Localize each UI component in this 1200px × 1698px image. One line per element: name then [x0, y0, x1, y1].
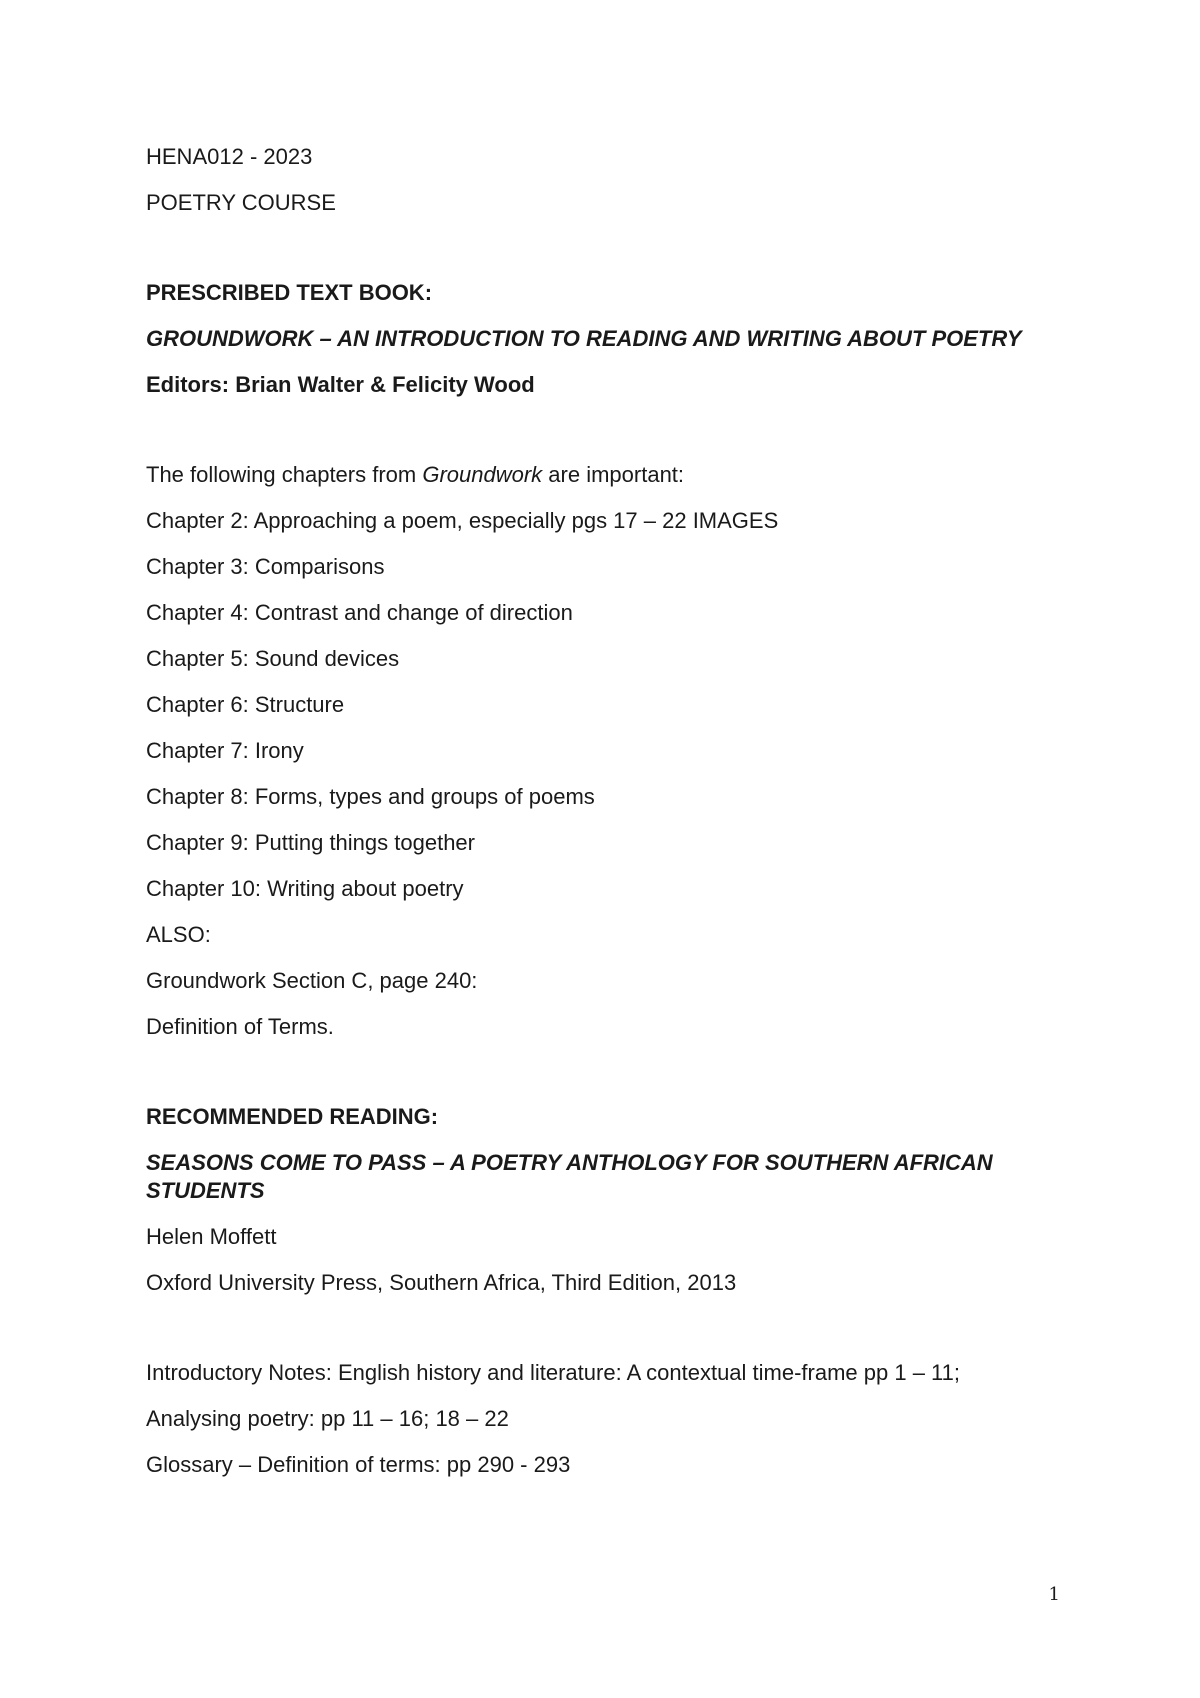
recommended-note: Glossary – Definition of terms: pp 290 - 293	[146, 1452, 571, 1477]
chapter-item: Chapter 7: Irony	[146, 738, 304, 763]
chapters-intro-before: The following chapters from	[146, 462, 423, 487]
chapter-item: Chapter 3: Comparisons	[146, 554, 385, 579]
page-number: 1	[1048, 1584, 1060, 1605]
prescribed-editors: Editors: Brian Walter & Felicity Wood	[146, 372, 535, 397]
recommended-author: Helen Moffett	[146, 1224, 277, 1249]
chapter-item: Chapter 5: Sound devices	[146, 646, 400, 671]
chapter-item: Chapter 2: Approaching a poem, especially pgs 17 – 22 IMAGES	[146, 508, 779, 533]
course-name: POETRY COURSE	[146, 190, 336, 215]
chapters-intro-book: Groundwork	[422, 462, 543, 487]
recommended-book-title: SEASONS COME TO PASS – A POETRY ANTHOLOGY FOR SOUTHERN AFRICAN STUDENTS	[146, 1150, 993, 1203]
also-definition: Definition of Terms.	[146, 1014, 334, 1039]
chapter-item: Chapter 10: Writing about poetry	[146, 876, 464, 901]
chapter-item: Chapter 8: Forms, types and groups of poems	[146, 784, 595, 809]
recommended-heading: RECOMMENDED READING:	[146, 1104, 439, 1129]
also-section: Groundwork Section C, page 240:	[146, 968, 478, 993]
spacer	[146, 417, 1066, 461]
chapter-item: Chapter 9: Putting things together	[146, 830, 475, 855]
chapters-intro	[146, 461, 1066, 489]
document-body	[146, 143, 1066, 1497]
recommended-note: Analysing poetry: pp 11 – 16; 18 – 22	[146, 1406, 509, 1431]
recommended-note: Introductory Notes: English history and literature: A contextual time-frame pp 1 – 11;	[146, 1360, 961, 1385]
course-code: HENA012 - 2023	[146, 144, 313, 169]
chapter-item: Chapter 6: Structure	[146, 692, 345, 717]
recommended-publisher: Oxford University Press, Southern Africa, Third Edition, 2013	[146, 1270, 737, 1295]
chapters-intro-after: are important:	[542, 462, 685, 487]
spacer	[146, 1315, 1066, 1359]
prescribed-book-title: GROUNDWORK – AN INTRODUCTION TO READING AND WRITING ABOUT POETRY	[146, 326, 1022, 351]
spacer	[146, 1059, 1066, 1103]
chapter-item: Chapter 4: Contrast and change of direction	[146, 600, 573, 625]
spacer	[146, 235, 1066, 279]
also-label: ALSO:	[146, 922, 211, 947]
prescribed-heading: PRESCRIBED TEXT BOOK:	[146, 280, 433, 305]
